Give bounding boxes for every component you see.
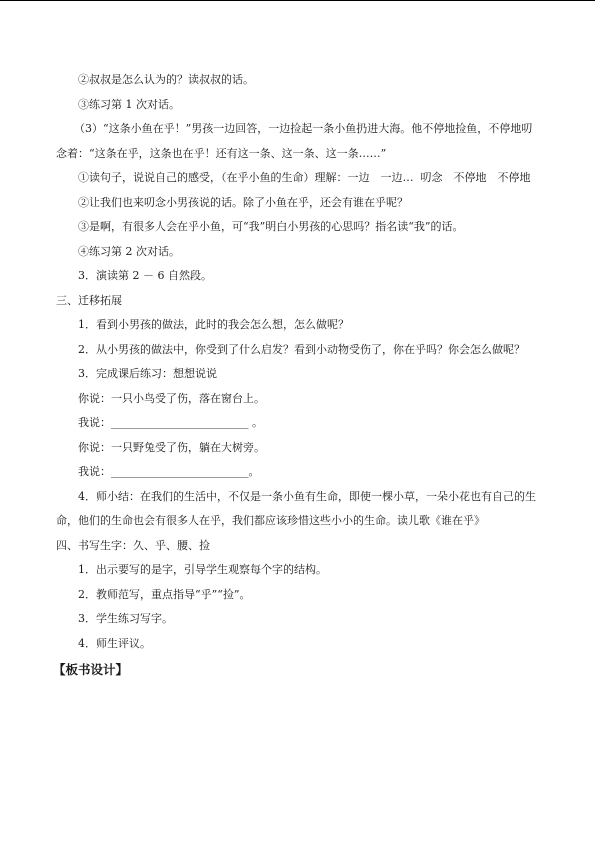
paragraph: 2．从小男孩的做法中，你受到了什么启发？看到小动物受伤了，你在乎吗？你会怎么做呢？: [78, 342, 525, 356]
fill-in-line: 我说：_________________________ 。: [78, 416, 263, 429]
paragraph: ③练习第 1 次对话。: [78, 97, 180, 111]
paragraph: ④练习第 2 次对话。: [78, 244, 180, 258]
board-design-title: 【板书设计】: [53, 662, 129, 677]
paragraph: （3）“这条小鱼在乎！”男孩一边回答，一边捡起一条小鱼扔进大海。他不停地捡鱼，不停地叨念着：“这条在乎，这条也在乎！还有这一条、这一条、这一条……”: [56, 122, 533, 160]
paragraph: 4．师生评议。: [78, 636, 151, 650]
paragraph: 3．完成课后练习：想想说说: [78, 367, 217, 380]
paragraph: 1．出示要写的是字，引导学生观察每个字的结构。: [78, 563, 327, 576]
paragraph: 1．看到小男孩的做法，此时的我会怎么想，怎么做呢？: [78, 318, 349, 331]
section-heading: 三、迁移拓展: [56, 293, 122, 307]
paragraph: 你说：一只野兔受了伤，躺在大树旁。: [78, 440, 265, 454]
paragraph: ③是啊，有很多人会在乎小鱼，可“我”明白小男孩的心思吗？指名读“我”的话。: [78, 220, 464, 233]
paragraph: 你说：一只小鸟受了伤，落在窗台上。: [78, 391, 265, 405]
paragraph: ①读句子，说说自己的感受，（在乎小鱼的生命）理解：一边 一边… 叨念 不停地 不停地: [78, 171, 531, 184]
paragraph: 3．演读第 2 － 6 自然段。: [78, 269, 212, 282]
document-body: [53, 68, 540, 682]
fill-in-line: 我说：_________________________。: [78, 465, 260, 478]
paragraph: 2．教师范写，重点指导“乎”“捡”。: [78, 587, 251, 601]
paragraph: 3．学生练习写字。: [78, 612, 173, 625]
top-border-line: [0, 0, 595, 1]
section-heading: 四、书写生字：久、乎、腰、捡: [56, 538, 210, 552]
paragraph: ②叔叔是怎么认为的？读叔叔的话。: [78, 73, 254, 86]
paragraph: 4．师小结：在我们的生活中，不仅是一条小鱼有生命，即使一棵小草，一朵小花也有自己的生命，他们的生命也会有很多人在乎，我们都应该珍惜这些小小的生命。读儿歌《谁在乎》: [56, 489, 536, 527]
paragraph: ②让我们也来叨念小男孩说的话。除了小鱼在乎，还会有谁在乎呢？: [78, 195, 408, 209]
